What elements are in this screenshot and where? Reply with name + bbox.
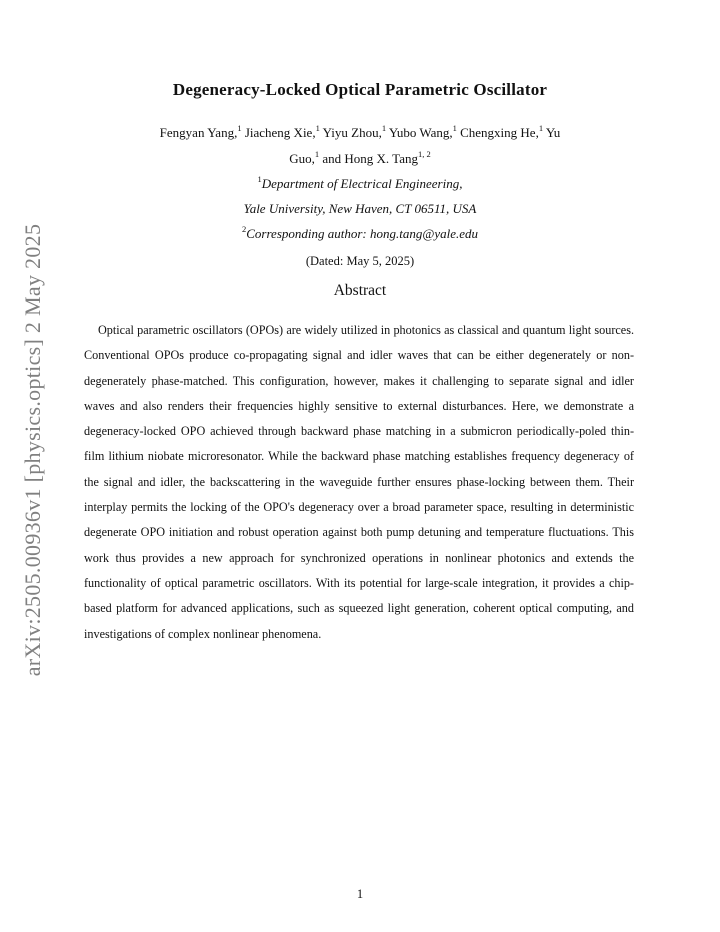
author: Yubo Wang,$^1$: [388, 123, 457, 140]
author: Yu Guo,$^1$: [289, 125, 561, 166]
author: and Hong X. Tang$^{1, 2}$: [322, 149, 431, 166]
author: Fengyan Yang,$^1$: [159, 123, 242, 140]
abstract-heading: Abstract: [333, 282, 387, 299]
author: Yiyu Zhou,$^1$: [322, 123, 387, 140]
author-list: [150, 120, 570, 172]
page-number: 1: [356, 887, 364, 901]
corresponding-author: $^2$Corresponding author: hong.tang@yale.edu: [242, 224, 478, 241]
abstract-body: Optical parametric oscillators (OPOs) are widely utilized in photonics as classical and quantum light sources. Conventional OPOs produce co-propagating signal and idler waves that can be either degenerately or non-degenerately phase-matched. This configuration, however, makes it challenging to separate signal and idler waves and also renders their frequencies highly sensitive to external disturbances. Here, we demonstrate a degeneracy-locked OPO achieved through backward phase matching in a submicron periodically-poled thin-film lithium niobate microresonator. While the backward phase matching establishes frequency degeneracy of the signal and idler, the backscattering in the waveguide further ensures phase-locking between them. Their interplay permits the locking of the OPO's degeneracy over a broad parameter space, resulting in deterministic degenerate OPO initiation and robust operation against both pump detuning and temperature fluctuations. This work thus provides a new approach for synchronized operations in nonlinear photonics and extends the functionality of optical parametric oscillators. With its potential for large-scale integration, it provides a chip-based platform for advanced applications, such as squeezed light generation, coherent optical computing, and investigations of complex nonlinear phenomena.: [84, 323, 634, 641]
affiliation-department: $^1$Department of Electrical Engineering,: [257, 174, 463, 191]
paper-title: Degeneracy-Locked Optical Parametric Oscillator: [172, 80, 548, 99]
arxiv-identifier-text: arXiv:2505.00936v1 [physics.optics] 2 May 2025: [20, 223, 45, 677]
author: Chengxing He,$^1$: [460, 123, 544, 140]
author: Jiacheng Xie,$^1$: [244, 123, 320, 140]
affiliation-university: Yale University, New Haven, CT 06511, USA: [243, 201, 477, 216]
dated-line: (Dated: May 5, 2025): [305, 254, 415, 268]
